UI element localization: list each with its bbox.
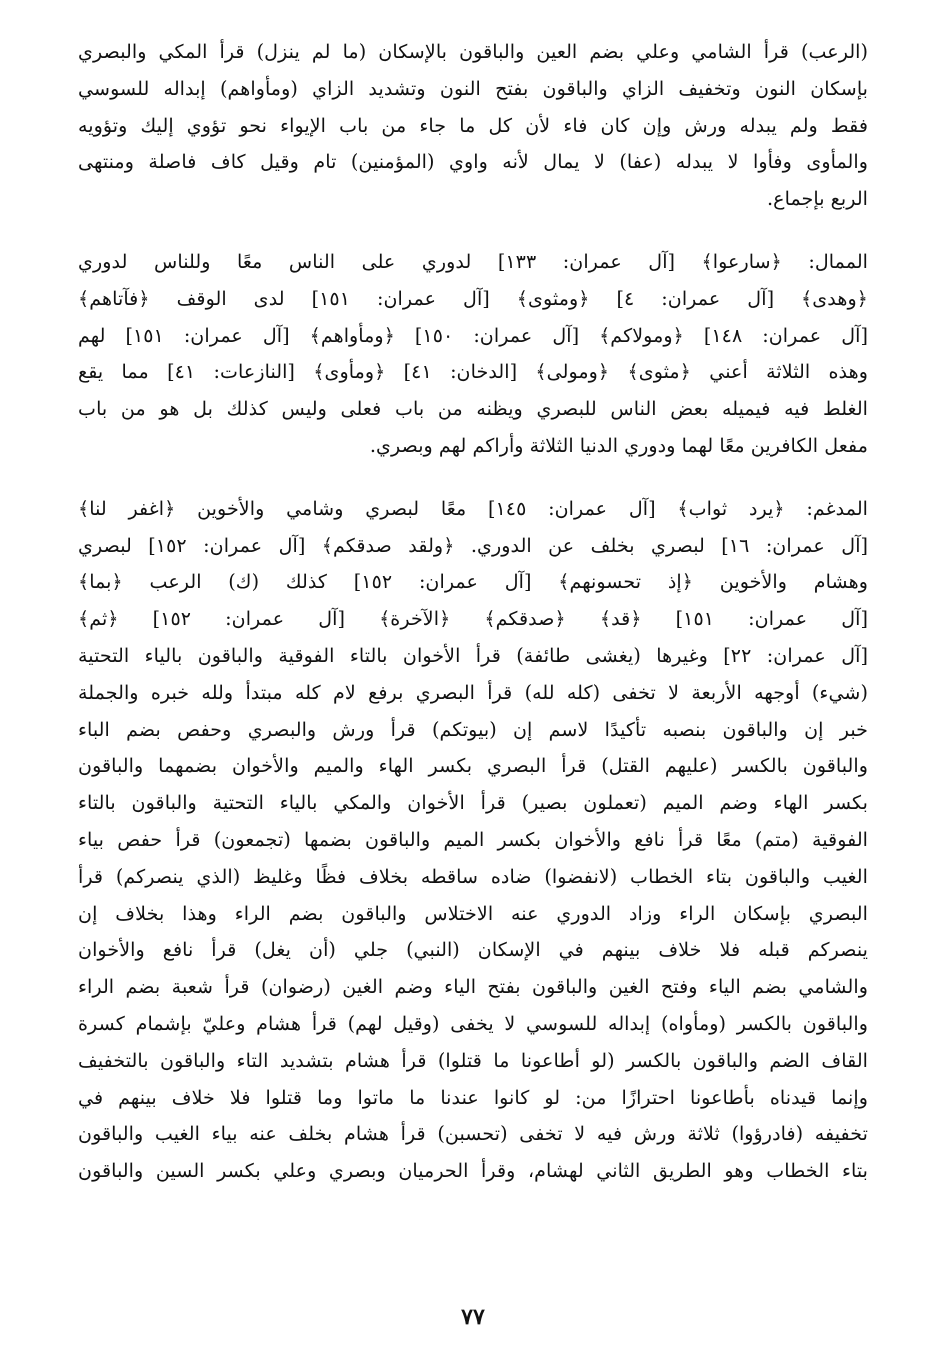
- text-line: الغيب والباقون بتاء الخطاب (لانفضوا) ضاده ساقطه بخلاف فظًا وغليظ (الذي ينصركم) قرأ: [78, 864, 868, 888]
- text-line: فقط ولم يبدله ورش وإن كان فاء لأن كل ما جاء من باب الإيواء نحو تؤوي إليك وتؤويه: [78, 113, 868, 137]
- text-line: والباقون بالكسر (عليهم القتل) قرأ البصري بكسر الهاء والميم والأخوان بضمهما والباقون: [78, 754, 868, 778]
- text-line: البصري بإسكان الراء وزاد الدوري عنه الاختلاس والباقون بضم الراء وهذا بخلاف إن: [78, 901, 868, 925]
- text-line: بكسر الهاء وضم الميم (تعملون بصير) قرأ الأخوان والمكي بالياء التحتية والباقون بالتاء: [78, 791, 868, 815]
- text-line: [آل عمران: ٢٢] وغيرها (يغشى طائفة) قرأ الأخوان بالتاء الفوقية والباقون بالياء التحتية: [78, 643, 868, 667]
- text-line: تخفيفه (فادرؤوا) ثلاثة ورش فيه لا تخفى (تحسبن) قرأ هشام بخلف عنه بياء الغيب والباقون: [78, 1122, 868, 1146]
- text-line: وهشام والأخوين ﴿إذ تحسونهم﴾ [آل عمران: ١٥٢] كذلك (ك) الرعب ﴿بما﴾: [78, 570, 868, 594]
- text-line: الممال: ﴿سارعوا﴾ [آل عمران: ١٣٣] لدوري على الناس معًا وللناس لدوري: [78, 249, 868, 273]
- text-line: [آل عمران: ١٦] لبصري بخلف عن الدوري. ﴿ولقد صدقكم﴾ [آل عمران: ١٥٢] لبصري: [78, 533, 868, 557]
- page-body: [78, 34, 868, 1190]
- text-line: ﴿وهدى﴾ [آل عمران: ٤] ﴿ومثوى﴾ [آل عمران: ١٥١] لدى الوقف ﴿فآتاهم﴾: [78, 286, 868, 310]
- text-line: والباقون بالكسر (ومأواه) إبداله للسوسي لا يخفى (وقيل لهم) قرأ هشام وعليّ بإشمام كسرة: [78, 1011, 868, 1035]
- text-line: والمأوى وفأوا لا يبدله (عفا) لا يمال لأنه واوي (المؤمنين) تام وقيل كاف فاصلة ومنتهى: [78, 150, 868, 174]
- text-line: ينصركم قبله فلا خلاف بينهم في الإسكان (النبي) جلي (أن يغل) قرأ نافع والأخوان: [78, 938, 868, 962]
- text-line: الربع بإجماع.: [767, 187, 868, 211]
- text-line: القاف الضم والباقون بالكسر (لو أطاعونا ما قتلوا) قرأ هشام بتشديد التاء والباقون بالتخفيف: [78, 1048, 868, 1072]
- text-line: وهذه الثلاثة أعني ﴿مثوى﴾ ﴿ومولى﴾ [الدخان: ٤١] ﴿ومأوى﴾ [النازعات: ٤١] مما يقع: [78, 360, 868, 384]
- text-line: المدغم: ﴿يرد ثواب﴾ [آل عمران: ١٤٥] معًا لبصري وشامي والأخوين ﴿اغفر لنا﴾: [78, 496, 868, 520]
- text-line: وإنما قيدناه بأطاعونا احترازًا من: لو كانوا عندنا ما ماتوا وما قتلوا فلا خلاف بينهم في: [78, 1085, 868, 1109]
- text-line: مفعل الكافرين معًا لهما ودوري الدنيا الثلاثة وأراكم لهم وبصري.: [369, 433, 868, 457]
- paragraph-al-mumal: [78, 244, 868, 465]
- paragraph-al-mudgham: [78, 491, 868, 1190]
- text-line: [آل عمران: ١٥١] ﴿قد﴾ ﴿صدقكم﴾ ﴿الآخرة﴾ [آل عمران: ١٥٢] ﴿ثم﴾: [78, 607, 868, 631]
- text-line: بإسكان النون وتخفيف الزاي والباقون بفتح النون وتشديد الزاي (ومأواهم) إبداله للسوسي: [78, 76, 868, 100]
- text-line: بتاء الخطاب وهو الطريق الثاني لهشام، وقرأ الحرميان وبصري وعلي بكسر السين والباقون: [78, 1159, 868, 1183]
- paragraph-ar-raab: [78, 34, 868, 218]
- text-line: (الرعب) قرأ الشامي وعلي بضم العين والباقون بالإسكان (ما لم ينزل) قرأ المكي والبصري: [78, 40, 868, 63]
- text-line: الغلط فيه فيميله بعض الناس للبصري ويظنه من باب فعلى وليس كذلك بل هو من باب: [78, 397, 868, 421]
- text-line: (شيء) أوجهه الأربعة لا تخفى (كله لله) قرأ البصري برفع لام كله مبتدأ ولله خبره والجملة: [78, 680, 868, 704]
- text-line: الفوقية (متم) معًا قرأ نافع والأخوان بكسر الميم والباقون بضمها (تجمعون) قرأ حفص بياء: [78, 827, 868, 851]
- text-line: [آل عمران: ١٤٨] ﴿ومولاكم﴾ [آل عمران: ١٥٠] ﴿ومأواهم﴾ [آل عمران: ١٥١] لهم: [78, 323, 868, 347]
- text-line: والشامي بضم الياء وفتح الغين والباقون بفتح الياء وضم الغين (رضوان) قرأ شعبة بضم الراء: [78, 975, 868, 999]
- page-number: ٧٧: [461, 1304, 485, 1330]
- text-line: خبر إن والباقون بنصبه تأكيدًا لاسم إن (بيوتكم) قرأ ورش والبصري وحفص بضم الباء: [78, 717, 868, 741]
